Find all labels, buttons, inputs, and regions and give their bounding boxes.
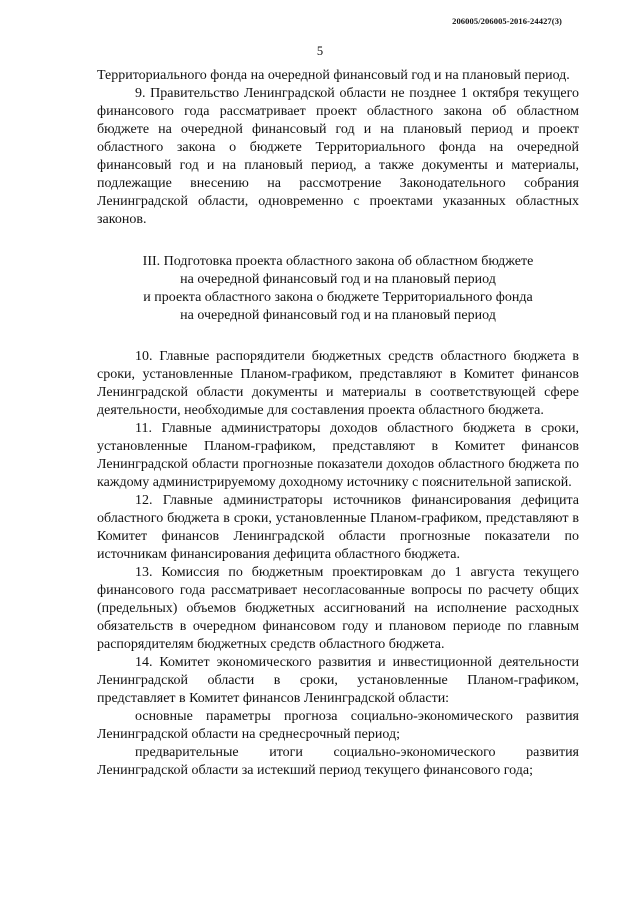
paragraph-14-item-1: основные параметры прогноза социально-экономического развития Ленинградской области на среднесрочный период; [97,709,579,742]
paragraph-9: 9. Правительство Ленинградской области не позднее 1 октября текущего финансового года рассматривает проект областного закона об областном бюджете на очередной финансовый год и на плановый период и проект областного закона о бюджете Территориального фонда на очередной финансовый год и на плановый период, а также документы и материалы, подлежащие внесению на рассмотрение Законодательного собрания Ленинградской области, одновременно с проектами указанных областных законов. [97,86,579,227]
paragraph-10: 10. Главные распорядители бюджетных средств областного бюджета в сроки, установленные Планом-графиком, представляют в Комитет финансов Ленинградской области документы и материалы в соответствующей сфере деятельности, необходимые для составления проекта областного бюджета. [97,349,579,418]
paragraph-14-item-2: предварительные итоги социально-экономического развития Ленинградской области за истекший период текущего финансового года; [97,745,579,778]
paragraph-continuation: Территориального фонда на очередной финансовый год и на плановый период. [97,68,570,83]
paragraph-13: 13. Комиссия по бюджетным проектировкам до 1 августа текущего финансового года рассматривает несогласованные вопросы по расчету общих (предельных) объемов бюджетных ассигнований на исполнение расходных обязательств в очередном финансовом году и плановом периоде по главным распорядителям бюджетных средств областного бюджета. [97,565,579,652]
page-number: 5 [316,44,324,58]
paragraph-14: 14. Комитет экономического развития и инвестиционной деятельности Ленинградской области в сроки, установленные Планом-графиком, представляет в Комитет финансов Ленинградской области: [97,655,579,706]
section-heading-line-2: на очередной финансовый год и на плановый период [180,272,496,287]
document-body [97,67,579,780]
section-heading-line-1: III. Подготовка проекта областного закона об областном бюджете [142,254,534,269]
section-heading-line-3: и проекта областного закона о бюджете Территориального фонда [143,290,533,305]
section-heading [97,253,579,325]
paragraph-12: 12. Главные администраторы источников финансирования дефицита областного бюджета в сроки, установленные Планом-графиком, представляют в Комитет финансов Ленинградской области прогнозные показатели по источникам финансирования дефицита областного бюджета. [97,493,579,562]
document-id: 206005/206005-2016-24427(3) [452,16,562,26]
section-heading-line-4: на очередной финансовый год и на плановый период [180,308,496,323]
paragraph-11: 11. Главные администраторы доходов областного бюджета в сроки, установленные Планом-графиком, представляют в Комитет финансов Ленинградской области прогнозные показатели доходов областного бюджета по каждому администрируемому доходному источнику с пояснительной запиской. [97,421,579,490]
